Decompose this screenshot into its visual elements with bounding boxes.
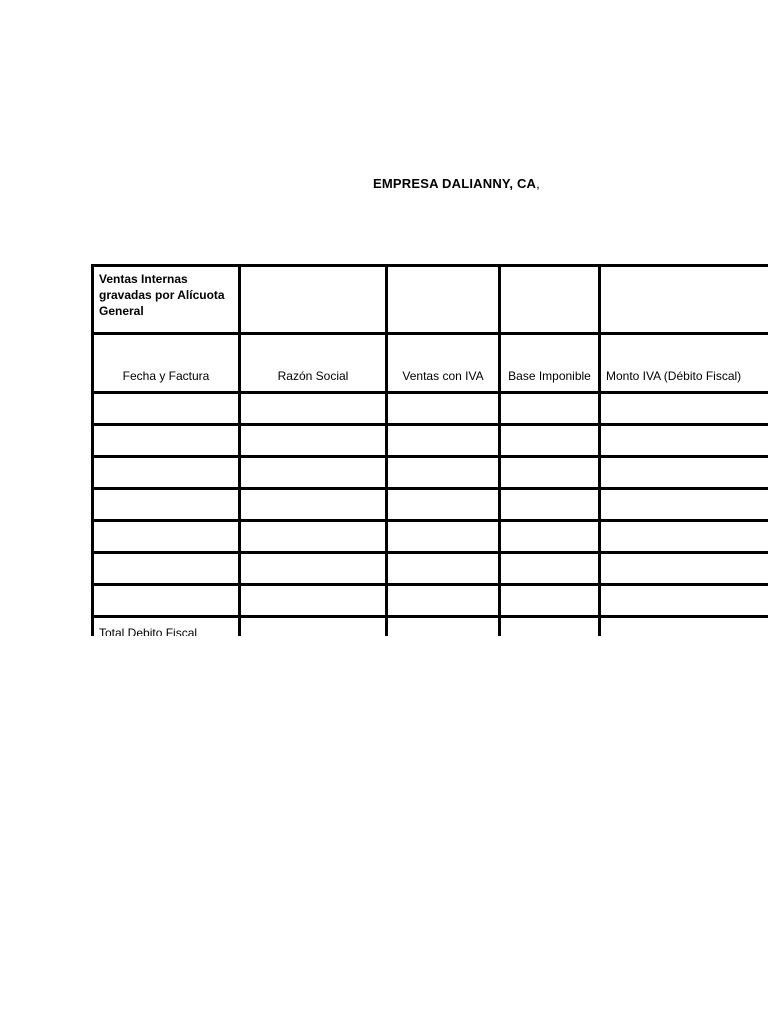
- column-header-sales-with-vat: Ventas con IVA: [387, 334, 500, 393]
- table-cell: [387, 425, 500, 457]
- table-cell: [500, 393, 600, 425]
- table-cell: [240, 617, 387, 637]
- table-cell: [600, 521, 768, 553]
- table-cell: [600, 553, 768, 585]
- sales-ledger: [91, 264, 768, 636]
- table-cell: [387, 553, 500, 585]
- table-row: [93, 585, 768, 617]
- sales-ledger-table: [91, 264, 768, 636]
- column-header-company: Razón Social: [240, 334, 387, 393]
- table-cell: [240, 553, 387, 585]
- table-cell: [93, 425, 240, 457]
- table-cell: [240, 393, 387, 425]
- table-cell: [240, 457, 387, 489]
- table-row: [93, 489, 768, 521]
- table-cell: [240, 585, 387, 617]
- table-cell: [600, 617, 768, 637]
- column-header-vat-amount: Monto IVA (Débito Fiscal): [600, 334, 768, 393]
- total-row: [93, 617, 768, 637]
- table-cell: [93, 393, 240, 425]
- table-cell: [93, 457, 240, 489]
- table-row: [93, 425, 768, 457]
- table-row: [93, 393, 768, 425]
- blank-cell: [500, 266, 600, 334]
- table-cell: [600, 425, 768, 457]
- table-cell: [387, 585, 500, 617]
- table-cell: [600, 457, 768, 489]
- company-name: EMPRESA DALIANNY, CA: [373, 176, 537, 191]
- column-header-taxable-base: Base Imponible: [500, 334, 600, 393]
- table-cell: [600, 489, 768, 521]
- table-cell: [240, 489, 387, 521]
- table-cell: [500, 489, 600, 521]
- table-cell: [500, 617, 600, 637]
- company-title: [373, 176, 540, 191]
- table-row: [93, 553, 768, 585]
- table-cell: [387, 521, 500, 553]
- table-cell: [500, 521, 600, 553]
- blank-cell: [387, 266, 500, 334]
- section-title-cell: Ventas Internas gravadas por Alícuota General: [93, 266, 240, 334]
- table-cell: [240, 521, 387, 553]
- table-cell: [93, 521, 240, 553]
- table-cell: [600, 393, 768, 425]
- table-cell: [500, 425, 600, 457]
- table-cell: [500, 585, 600, 617]
- table-cell: [500, 457, 600, 489]
- section-title-row: [93, 266, 768, 334]
- table-cell: [93, 553, 240, 585]
- table-row: [93, 457, 768, 489]
- table-cell: [600, 585, 768, 617]
- column-header-date-invoice: Fecha y Factura: [93, 334, 240, 393]
- blank-cell: [600, 266, 768, 334]
- blank-cell: [240, 266, 387, 334]
- company-title-suffix: ,: [536, 176, 540, 191]
- table-cell: [93, 489, 240, 521]
- column-header-row: [93, 334, 768, 393]
- table-cell: [387, 489, 500, 521]
- table-cell: [240, 425, 387, 457]
- table-cell: [387, 457, 500, 489]
- table-row: [93, 521, 768, 553]
- table-cell: [387, 393, 500, 425]
- table-cell: [93, 585, 240, 617]
- table-cell: [500, 553, 600, 585]
- total-debit-label: Total Debito Fiscal: [93, 617, 240, 637]
- table-cell: [387, 617, 500, 637]
